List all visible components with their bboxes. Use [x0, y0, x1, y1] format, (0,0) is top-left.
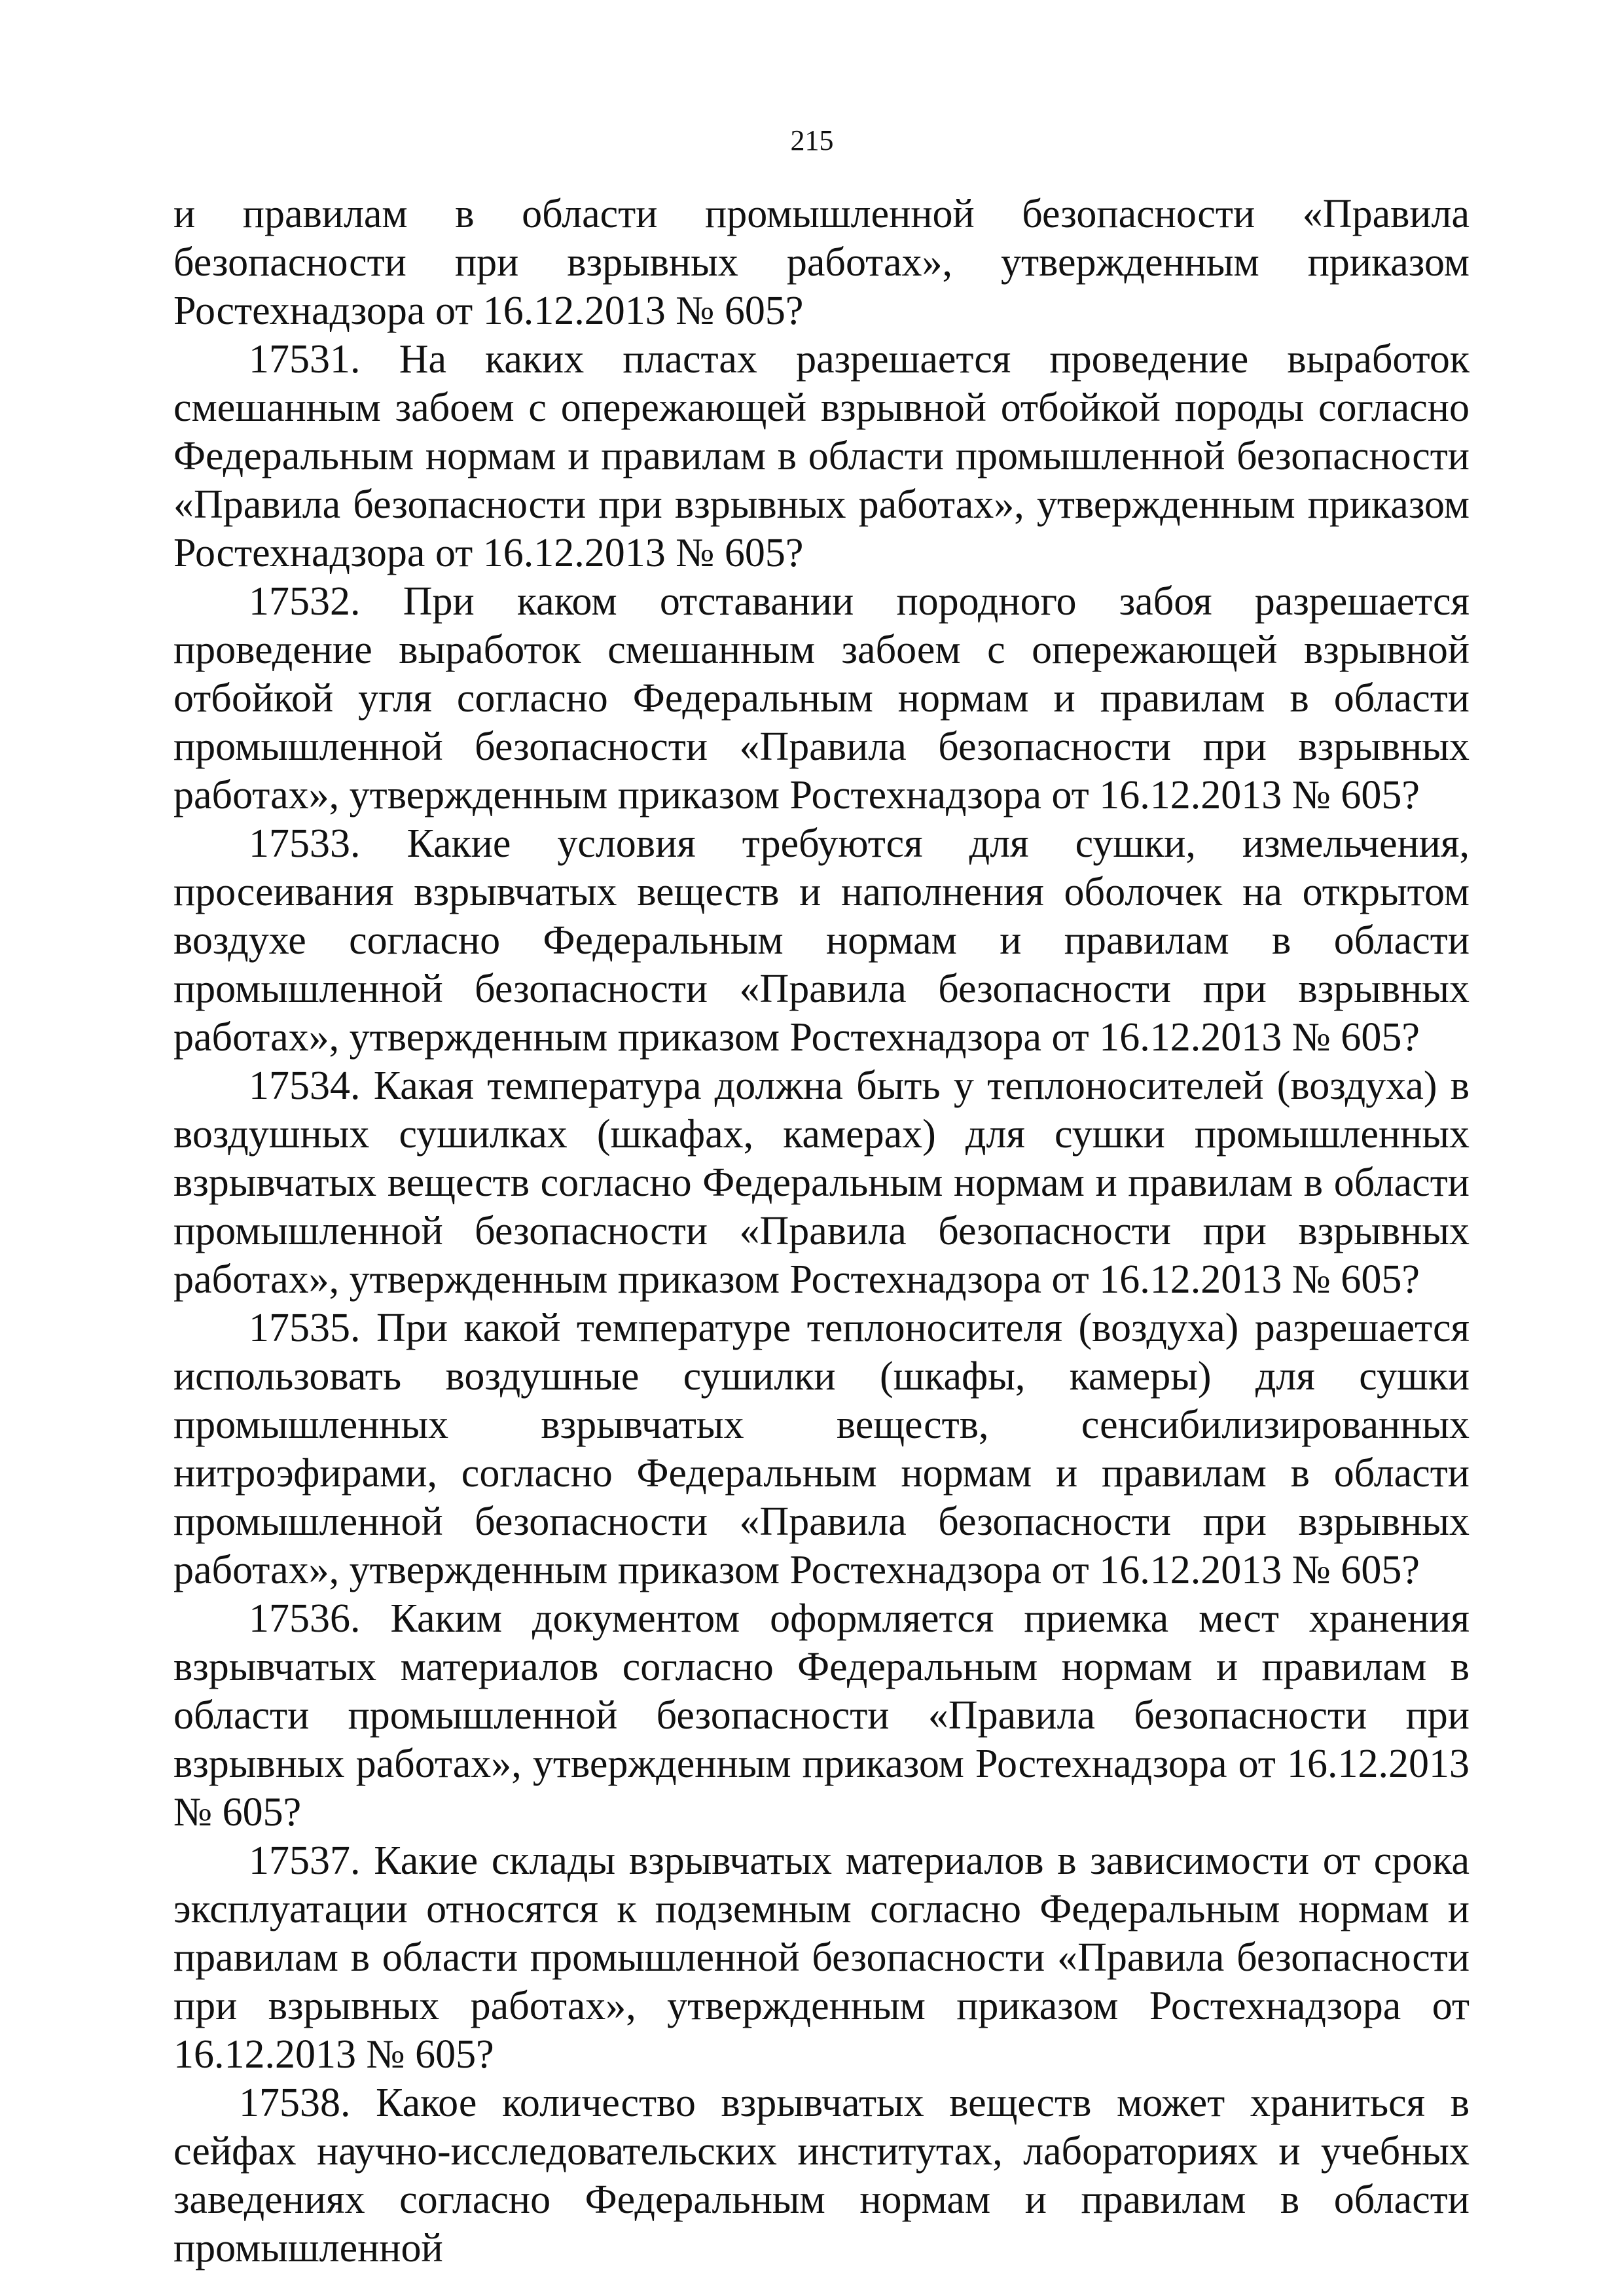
question-17536: 17536. Каким документом оформляется приемка мест хранения взрывчатых материалов согласно Федеральным нормам и правилам в области промышленной безопасности «Правила безопасности при взрывных работах», утвержденным приказом Ростехнадзора от 16.12.2013 № 605?: [173, 1596, 1470, 1835]
question-17535: 17535. При какой температуре теплоносителя (воздуха) разрешается использовать воздушные сушилки (шкафы, камеры) для сушки промышленных взрывчатых веществ, сенсибилизированных нитроэфирами, согласно Федеральным нормам и правилам в области промышленной безопасности «Правила безопасности при взрывных работах», утвержденным приказом Ростехнадзора от 16.12.2013 № 605?: [173, 1306, 1470, 1592]
document-body: [173, 190, 1470, 2272]
question-17532: 17532. При каком отставании породного забоя разрешается проведение выработок смешанным забоем с опережающей взрывной отбойкой угля согласно Федеральным нормам и правилам в области промышленной безопасности «Правила безопасности при взрывных работах», утвержденным приказом Ростехнадзора от 16.12.2013 № 605?: [173, 579, 1470, 817]
question-17534: 17534. Какая температура должна быть у теплоносителей (воздуха) в воздушных сушилках (шкафах, камерах) для сушки промышленных взрывчатых веществ согласно Федеральным нормам и правилам в области промышленной безопасности «Правила безопасности при взрывных работах», утвержденным приказом Ростехнадзора от 16.12.2013 № 605?: [173, 1064, 1470, 1302]
page-number: 215: [790, 124, 834, 156]
paragraph-continuation: и правилам в области промышленной безопасности «Правила безопасности при взрывных работах», утвержденным приказом Ростехнадзора от 16.12.2013 № 605?: [173, 192, 1470, 333]
question-17538: 17538. Какое количество взрывчатых веществ может храниться в сейфах научно-исследовательских институтах, лабораториях и учебных заведениях согласно Федеральным нормам и правилам в области промышленной: [173, 2081, 1470, 2270]
question-17531: 17531. На каких пластах разрешается проведение выработок смешанным забоем с опережающей взрывной отбойкой породы согласно Федеральным нормам и правилам в области промышленной безопасности «Правила безопасности при взрывных работах», утвержденным приказом Ростехнадзора от 16.12.2013 № 605?: [173, 337, 1470, 575]
question-17537: 17537. Какие склады взрывчатых материалов в зависимости от срока эксплуатации относятся к подземным согласно Федеральным нормам и правилам в области промышленной безопасности «Правила безопасности при взрывных работах», утвержденным приказом Ростехнадзора от 16.12.2013 № 605?: [173, 1839, 1470, 2077]
question-17533: 17533. Какие условия требуются для сушки, измельчения, просеивания взрывчатых веществ и наполнения оболочек на открытом воздухе согласно Федеральным нормам и правилам в области промышленной безопасности «Правила безопасности при взрывных работах», утвержденным приказом Ростехнадзора от 16.12.2013 № 605?: [173, 821, 1470, 1060]
